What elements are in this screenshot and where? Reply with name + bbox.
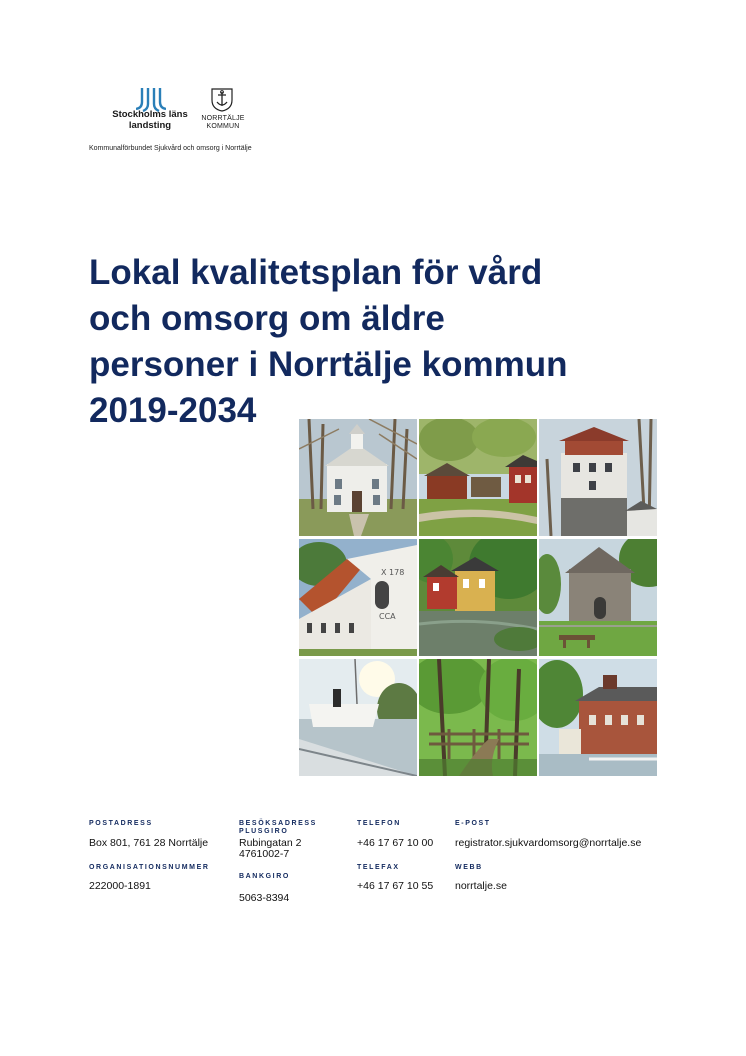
epost-link[interactable]: registrator.sjukvardomsorg@norrtalje.se (455, 837, 642, 849)
norrtalje-logo-text (200, 115, 246, 131)
title-line-1: Lokal kvalitetsplan för vård (89, 253, 543, 292)
besoksadress-value: Rubingatan 2 (239, 837, 302, 849)
stockholms-lans-landsting-logo (108, 88, 188, 134)
bankgiro-label: BANKGIRO (239, 873, 290, 880)
postadress-label: POSTADRESS (89, 820, 153, 827)
epost-label: E-POST (455, 820, 491, 827)
photo-white-building (299, 539, 417, 656)
plusgiro-label: PLUSGIRO (239, 828, 289, 835)
bankgiro-value: 5063-8394 (239, 892, 290, 904)
norrtalje-logo-line2: KOMMUN (206, 123, 240, 130)
orgnr-value: 222000-1891 (89, 880, 151, 892)
photo-brick-building (539, 659, 657, 776)
besoksadress-label: BESÖKSADRESS (239, 820, 317, 827)
sll-logo-line2: landsting (128, 119, 172, 131)
photo-stone-tower (539, 419, 657, 536)
plusgiro-value: 4761002-7 (239, 848, 290, 860)
photo-red-houses (419, 419, 537, 536)
norrtalje-kommun-logo (200, 88, 246, 136)
svg-text:X 178: X 178 (381, 568, 405, 577)
sll-logo-line1: Stockholms läns (112, 109, 188, 120)
photo-houses-by-river (419, 539, 537, 656)
title-line-2: och omsorg om äldre (89, 299, 445, 338)
sll-logo-text (108, 110, 192, 131)
photo-steamboat (299, 659, 417, 776)
telefax-value: +46 17 67 10 55 (357, 880, 434, 892)
orgnr-label: ORGANISATIONSNUMMER (89, 864, 210, 871)
document-title (89, 250, 669, 434)
organisation-line: Kommunalförbundet Sjukvård och omsorg i Norrtälje (89, 145, 252, 152)
norrtalje-shield-icon (211, 88, 233, 112)
postadress-value: Box 801, 761 28 Norrtälje (89, 837, 209, 849)
photo-forest-path (419, 659, 537, 776)
title-line-4: 2019-2034 (89, 391, 257, 430)
photo-stone-church (539, 539, 657, 656)
title-line-3: personer i Norrtälje kommun (89, 345, 568, 384)
telefax-label: TELEFAX (357, 864, 400, 871)
norrtalje-logo-line1: NORRTÄLJE (201, 115, 245, 122)
photo-collage (299, 419, 657, 776)
photo-white-church (299, 419, 417, 536)
telefon-label: TELEFON (357, 820, 401, 827)
webb-label: WEBB (455, 864, 483, 871)
telefon-value: +46 17 67 10 00 (357, 837, 434, 849)
webb-link[interactable]: norrtalje.se (455, 880, 507, 892)
painted-building-text: CCA (379, 612, 396, 621)
